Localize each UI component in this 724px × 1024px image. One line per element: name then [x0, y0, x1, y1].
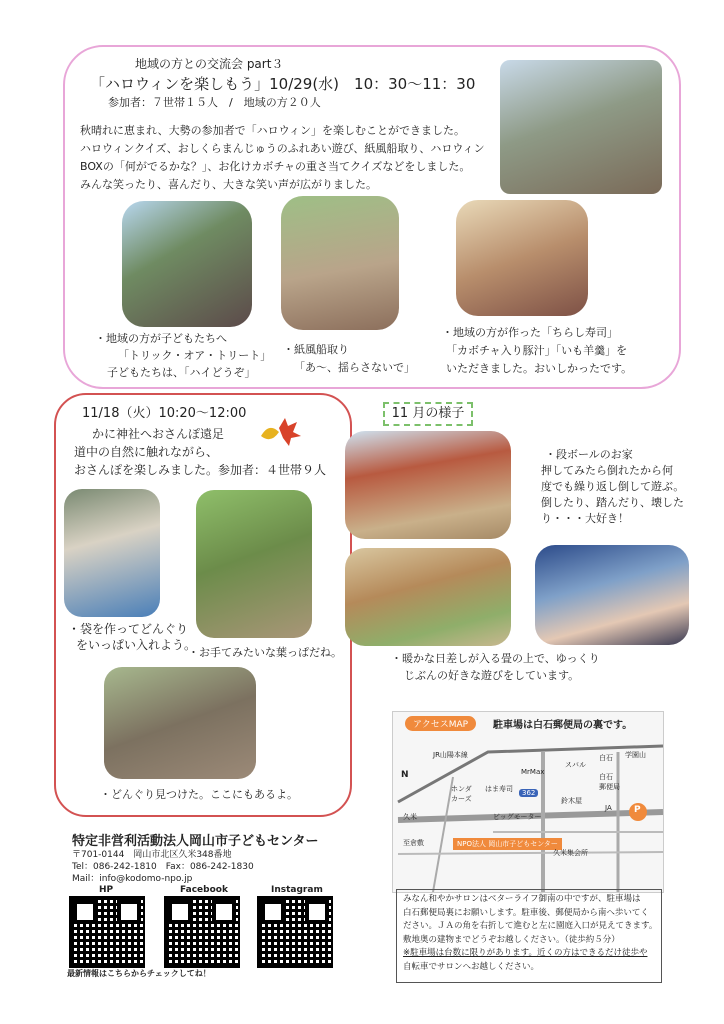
section2-body-1: 道中の自然に触れながら、	[74, 445, 219, 459]
caption1-line1: ・地域の方が子どもたちへ	[95, 332, 227, 345]
photo-balloon-game	[281, 196, 399, 330]
photo-acorn-found	[104, 667, 256, 779]
photo-pumpkin-quiz	[500, 60, 662, 194]
section3-caption-2: じぶんの好きな遊びをしています。	[404, 669, 580, 682]
map-parking-mark: P	[634, 805, 641, 815]
photo-acorn-bag	[64, 489, 160, 617]
caption2-line2: 「あ〜、揺らさないで」	[294, 361, 415, 374]
parking-notice	[396, 889, 662, 983]
photo-cardboard-house	[345, 431, 511, 539]
qr-label-hp: HP	[99, 885, 114, 895]
map-route-362: 362	[519, 789, 538, 797]
box-text-5: り・・・大好き！	[541, 512, 629, 525]
photo-trick-or-treat	[122, 201, 252, 327]
map-badge: アクセスMAP	[405, 716, 476, 731]
map-label-gakuenyama: 学園山	[625, 751, 646, 759]
caption3-line1: ・地域の方が作った「ちらし寿司」	[442, 326, 618, 339]
caption3-line3: いただきました。おいしかったです。	[446, 362, 633, 375]
qr-code-instagram[interactable]	[257, 896, 333, 968]
map-label-suzukiya: 鈴木屋	[561, 797, 582, 805]
section1-body-1: 秋晴れに恵まれ、大勢の参加者で「ハロウィン」を楽しむことができました。	[80, 124, 465, 137]
section2-caption1-line1: ・袋を作ってどんぐり	[68, 622, 189, 636]
qr-label-instagram: Instagram	[271, 885, 323, 895]
box-text-3: 度でも繰り返し倒して遊ぶ。	[541, 480, 685, 493]
section3-caption-1: ・暖かな日差しが入る畳の上で、ゆっくり	[391, 652, 600, 665]
section2-caption2: ・お手てみたいな葉っぱだね。	[188, 646, 342, 659]
map-label-jr: JR山陽本線	[433, 751, 468, 759]
section2-caption1-line2: をいっぱい入れよう。	[76, 638, 197, 652]
section2-date: 11/18（火）10:20〜12:00	[82, 406, 247, 421]
photo-tatami-play	[345, 548, 511, 646]
box-text-2: 押してみたら倒れたから何	[541, 464, 673, 477]
notice-line-5: ※駐車場は台数に限りがあります。近くの方はできるだけ徒歩や	[403, 948, 648, 958]
map-label-kurashiki: 至倉敷	[403, 839, 424, 847]
qr-code-hp[interactable]	[69, 896, 145, 968]
map-label-shiraishi-2: 白石	[599, 773, 613, 781]
map-label-shiraishi: 白石	[599, 754, 613, 762]
section1-body-4: みんな笑ったり、喜んだり、大きな笑い声が広がりました。	[80, 178, 377, 191]
caption1-line2: 「トリック・オア・トリート」	[118, 349, 272, 362]
map-label-post-office: 郵便局	[599, 783, 620, 791]
notice-line-3: ださい。ＪＡの角を右折して進むと左に園庭入口が見えてきます。	[403, 921, 658, 931]
map-label-kume: 久米	[403, 813, 417, 821]
section2-title: かに神社へおさんぽ遠足	[92, 427, 225, 441]
photo-leaf	[196, 490, 312, 638]
map-label-subaru: スバル	[565, 761, 586, 769]
notice-line-2: 白石郵便局裏にお願いします。駐車後、郵便局から南へ歩いてく	[403, 907, 649, 918]
map-north-mark: N	[401, 770, 409, 780]
org-mail: Mail：info@kodomo-npo.jp	[72, 874, 193, 884]
access-map	[392, 711, 664, 893]
caption3-line2: 「カボチャ入り豚汁」「いも羊羹」を	[446, 344, 628, 357]
notice-line-4: 敷地奥の建物までどうぞお越しください。（徒歩約５分）	[403, 934, 620, 945]
map-label-bigmotor: ビッグモーター	[493, 813, 542, 821]
photo-lunch	[456, 200, 588, 316]
map-title: 駐車場は白石郵便局の裏です。	[493, 720, 633, 731]
map-label-mrmax: MrMax	[521, 768, 545, 776]
map-label-kume-hall: 久米集会所	[553, 849, 588, 857]
qr-note: 最新情報はこちらからチェックしてね！	[67, 969, 211, 978]
qr-label-facebook: Facebook	[180, 885, 228, 895]
map-label-cars: カーズ	[451, 795, 472, 803]
map-label-hamazushi: はま寿司	[485, 785, 513, 793]
section2-body-2: おさんぽを楽しみました。参加者：４世帯９人	[74, 463, 327, 477]
section1-body-3: BOXの「何がでるかな？」、お化けカボチャの重さ当てクイズなどをしました。	[80, 160, 471, 173]
section1-subtitle: 地域の方との交流会 part３	[135, 57, 284, 71]
org-name: 特定非営利活動法人岡山市子どもセンター	[72, 834, 319, 849]
section2-caption3: ・どんぐり見つけた。ここにもあるよ。	[100, 788, 298, 801]
map-label-npo: NPO法人 岡山市子どもセンター	[453, 838, 562, 850]
caption1-line3: 子どもたちは、「ハイどうぞ」	[107, 366, 256, 379]
section1-body-2: ハロウィンクイズ、おしくらまんじゅうのふれあい遊び、紙風船取り、ハロウィン	[80, 142, 485, 155]
qr-code-facebook[interactable]	[164, 896, 240, 968]
org-tel: Tel：086-242-1810 Fax：086-242-1830	[72, 862, 254, 872]
photo-baby-toy	[535, 545, 689, 645]
map-label-ja: JA	[605, 804, 612, 812]
caption2-line1: ・紙風船取り	[283, 343, 349, 356]
org-address: 〒701-0144 岡山市北区久米348番地	[72, 850, 232, 860]
box-text-4: 倒したり、踏んだり、壊した	[541, 496, 684, 509]
box-text-1: ・段ボールのお家	[545, 448, 633, 461]
notice-line-6: 自転車でサロンへお越しください。	[403, 961, 540, 972]
november-tag: 11 月の様子	[383, 402, 473, 426]
notice-line-1: みなん和やかサロンはベターライフ御南の中ですが、駐車場は	[403, 894, 641, 904]
section1-title: 「ハロウィンを楽しもう」10/29(水) 10：30〜11：30	[90, 75, 476, 93]
map-label-honda: ホンダ	[451, 785, 472, 793]
section1-participants: 参加者：７世帯１５人 / 地域の方２０人	[108, 96, 321, 109]
autumn-leaves-icon	[255, 414, 303, 448]
